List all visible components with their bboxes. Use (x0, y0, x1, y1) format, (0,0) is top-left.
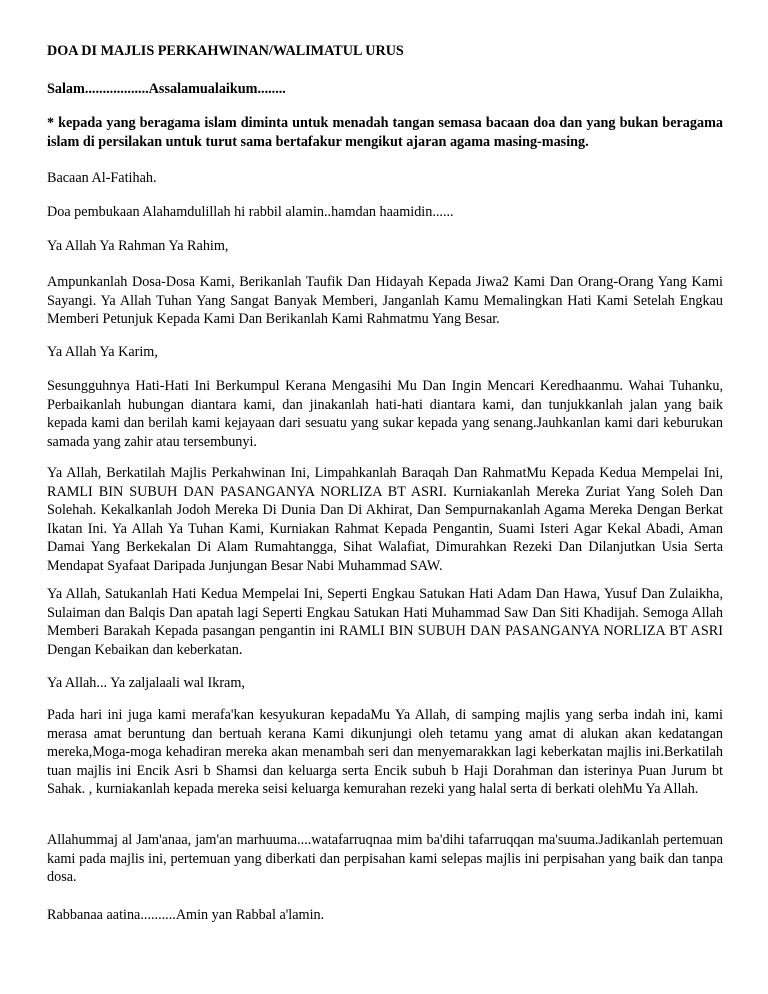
invocation-3: Ya Allah... Ya zaljalaali wal Ikram, (47, 675, 245, 691)
paragraph-3: Ya Allah, Berkatilah Majlis Perkahwinan Ini, Limpahkanlah Baraqah Dan RahmatMu Kepada Kedua Mempelai Ini, RAMLI BIN SUBUH DAN PASANGANYA NORLIZA BT ASRI. Kurniakanlah Mereka Zuriat Yang Soleh Dan Solehah. Kekalkanlah Jodoh Mereka Di Dunia Dan Di Akhirat, Dan Sempurnakanlah Agama Mereka Dengan Berkat Ikatan Ini. Ya Allah Ya Tuhan Kami, Kurniakan Rahmat Kepada Pengantin, Suami Isteri Agar Kekal Abadi, Aman Damai Yang Berkekalan Di Alam Rumahtangga, Sihat Walafiat, Dimurahkan Rezeki Dan Dilanjutkan Usia Serta Mendapat Syafaat Daripada Junjungan Besar Nabi Muhammad SAW. (47, 465, 723, 574)
invocation-2: Ya Allah Ya Karim, (47, 344, 158, 360)
paragraph-4: Ya Allah, Satukanlah Hati Kedua Mempelai Ini, Seperti Engkau Satukan Hati Adam Dan Hawa, Yusuf Dan Zulaikha, Sulaiman dan Balqis Dan apatah lagi Seperti Engkau Satukan Hati Muhammad Saw Dan Siti Khadijah. Semoga Allah Memberi Barakah Kepada pasangan pengantin ini RAMLI BIN SUBUH DAN PASANGANYA NORLIZA BT ASRI Dengan Kebaikan dan keberkatan. (47, 586, 723, 658)
paragraph-6: Allahummaj al Jam'anaa, jam'an marhuuma....watafarruqnaa mim ba'dihi tafarruqqan ma'suuma.Jadikanlah pertemuan kami pada majlis ini, pertemuan yang diberkati dan perpisahan kami selepas majlis ini perpisahan yang baik dan tanpa dosa. (47, 832, 723, 886)
opening-prayer-line: Doa pembukaan Alahamdulillah hi rabbil alamin..hamdan haamidin...... (47, 204, 454, 220)
closing-line: Rabbanaa aatina..........Amin yan Rabbal a'lamin. (47, 907, 325, 923)
instruction-note: * kepada yang beragama islam diminta untuk menadah tangan semasa bacaan doa dan yang bukan beragama islam di persilakan untuk turut sama bertafakur mengikut ajaran agama masing-masing. (47, 115, 723, 150)
document-title: DOA DI MAJLIS PERKAHWINAN/WALIMATUL URUS (47, 43, 404, 59)
paragraph-1: Ampunkanlah Dosa-Dosa Kami, Berikanlah Taufik Dan Hidayah Kepada Jiwa2 Kami Dan Orang-Orang Yang Kami Sayangi. Ya Allah Tuhan Yang Sangat Banyak Memberi, Janganlah Kamu Memalingkan Hati Kami Setelah Engkau Memberi Petunjuk Kepada Kami Dan Berikanlah Kami Rahmatmu Yang Besar. (47, 274, 723, 328)
invocation-1: Ya Allah Ya Rahman Ya Rahim, (47, 238, 229, 254)
salam-line: Salam..................Assalamualaikum........ (47, 81, 286, 97)
fatihah-line: Bacaan Al-Fatihah. (47, 170, 157, 186)
paragraph-2: Sesungguhnya Hati-Hati Ini Berkumpul Kerana Mengasihi Mu Dan Ingin Mencari Keredhaanmu. Wahai Tuhanku, Perbaikanlah hubungan diantara kami, dan jinakanlah hati-hati diantara kami, dan tunjukkanlah jalan yang baik kepada kami dan berilah kami kejayaan dari sesuatu yang sukar kepada yang senang.Jauhkanlan kami dari keburukan samada yang zahir atau tersembunyi. (47, 378, 723, 450)
paragraph-5: Pada hari ini juga kami merafa'kan kesyukuran kepadaMu Ya Allah, di samping majlis yang serba indah ini, kami merasa amat beruntung dan bertuah kerana Kami dikunjungi oleh tetamu yang amat di alukan akan kedatangan mereka,Moga-moga kehadiran mereka akan menambah seri dan menyemarakkan lagi keberkatan majlis ini.Berkatilah tuan majlis ini Encik Asri b Shamsi dan keluarga serta Encik subuh b Haji Dorahman dan isterinya Puan Jurum bt Sahak. , kurniakanlah kepada mereka seisi keluarga kemurahan rezeki yang halal serta di berkati olehMu Ya Allah. (47, 707, 723, 798)
